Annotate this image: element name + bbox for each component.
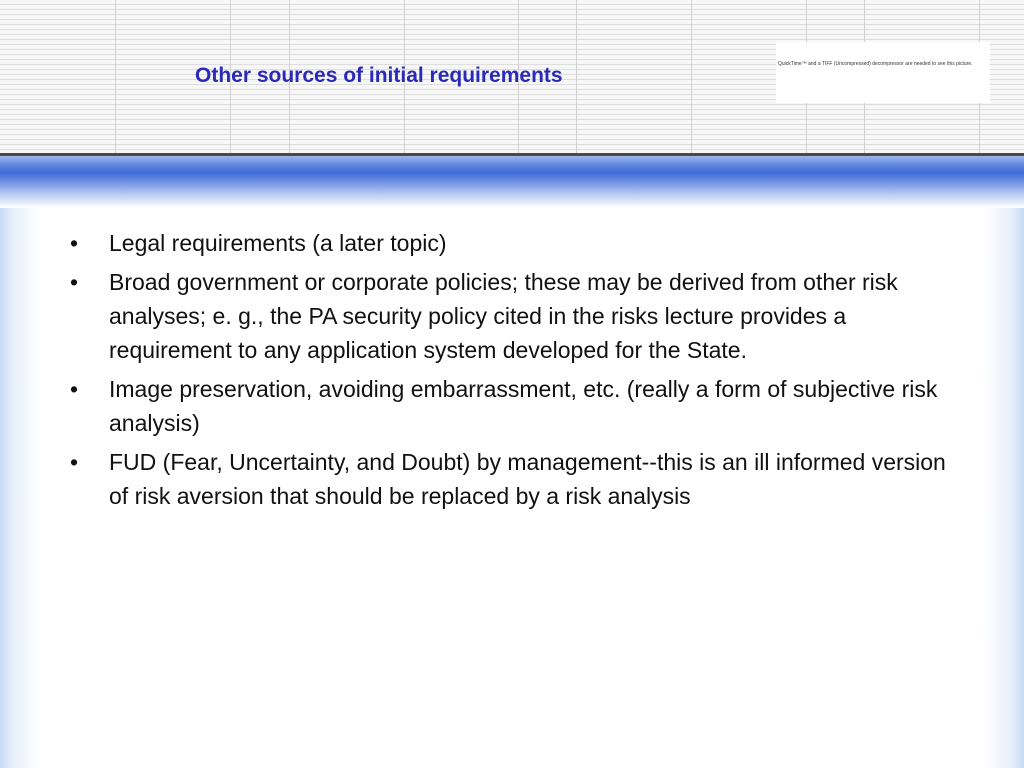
quicktime-notice: QuickTime™ and a TIFF (Uncompressed) decompressor are needed to see this picture. (778, 61, 973, 67)
bullet-item (70, 445, 960, 513)
header-divider (691, 0, 692, 157)
bullet-list (70, 226, 960, 518)
bullet-text: FUD (Fear, Uncertainty, and Doubt) by management--this is an ill informed version of risk aversion that should be replaced by a risk analysis (109, 449, 946, 509)
bullet-icon: • (70, 230, 79, 256)
bullet-icon: • (70, 449, 79, 475)
bullet-icon: • (70, 376, 79, 402)
bullet-text: Image preservation, avoiding embarrassment, etc. (really a form of subjective risk analysis) (109, 376, 938, 436)
bullet-icon: • (70, 269, 79, 295)
quicktime-placeholder-image (776, 42, 990, 103)
header-blue-band (0, 156, 1024, 208)
slide-title: Other sources of initial requirements (195, 64, 563, 87)
bullet-text: Legal requirements (a later topic) (109, 230, 447, 256)
bullet-text: Broad government or corporate policies; these may be derived from other risk analyses; e. g., the PA security policy cited in the risks lecture provides a requirement to any application system developed for the State. (109, 269, 898, 363)
bullet-item (70, 226, 960, 260)
bullet-item (70, 372, 960, 440)
bullet-item (70, 265, 960, 367)
header-divider (115, 0, 116, 157)
header-divider (576, 0, 577, 157)
